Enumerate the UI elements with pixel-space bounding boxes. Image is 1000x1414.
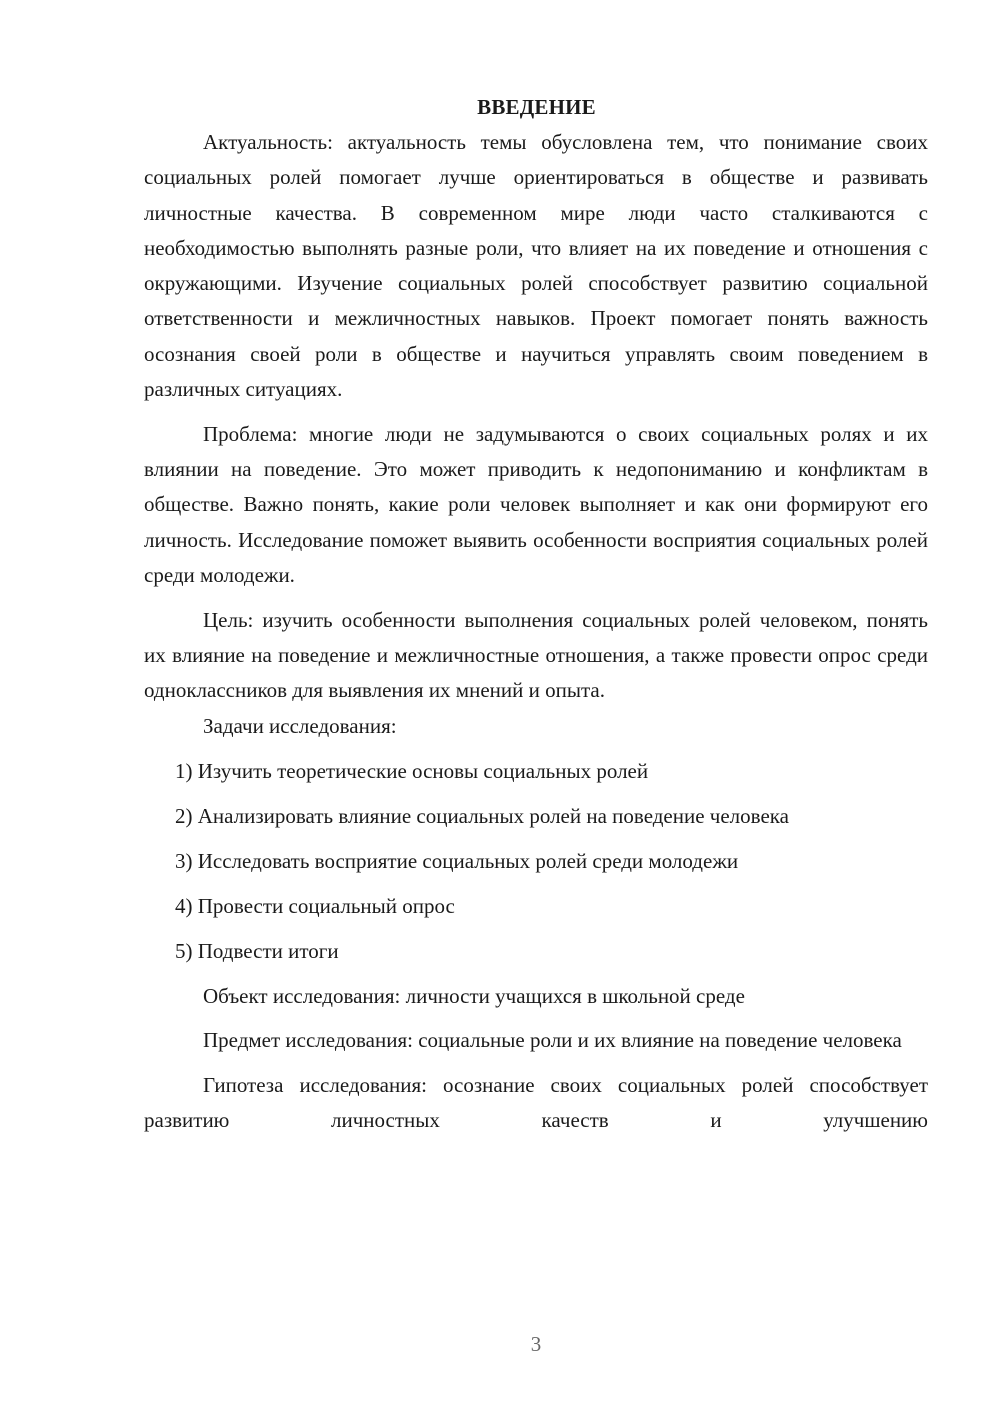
tasks-heading: Задачи исследования: xyxy=(203,713,397,738)
list-item: 3) Исследовать восприятие социальных ролей среди молодежи xyxy=(175,849,739,874)
paragraph-subject: Предмет исследования: социальные роли и их влияние на поведение человека xyxy=(203,1028,902,1053)
list-item: 4) Провести социальный опрос xyxy=(175,894,455,919)
document-page xyxy=(144,90,928,1139)
paragraph-object: Объект исследования: личности учащихся в школьной среде xyxy=(203,983,745,1008)
page-number: 3 xyxy=(530,1332,542,1356)
list-item: 5) Подвести итоги xyxy=(175,939,339,964)
list-item: 1) Изучить теоретические основы социальных ролей xyxy=(175,759,649,784)
list-item: 2) Анализировать влияние социальных ролей на поведение человека xyxy=(175,804,789,829)
paragraph-relevance: Актуальность: актуальность темы обусловлена тем, что понимание своих социальных ролей помогает лучше ориентироваться в обществе и развивать личностные качества. В современном мире люди часто сталкиваются с необходимостью выполнять разные роли, что влияет на их поведение и отношения с окружающими. Изучение социальных ролей способствует развитию социальной ответственности и межличностных навыков. Проект помогает понять важность осознания своей роли в обществе и научиться управлять своим поведением в различных ситуациях. xyxy=(144,130,928,402)
paragraph-goal: Цель: изучить особенности выполнения социальных ролей человеком, понять их влияние на поведение и межличностные отношения, а также провести опрос среди одноклассников для выявления их мнений и опыта. xyxy=(144,607,928,703)
section-title: ВВЕДЕНИЕ xyxy=(477,95,596,119)
paragraph-hypothesis: Гипотеза исследования: осознание своих социальных ролей способствует развитию личностных качеств и улучшению xyxy=(144,1073,928,1133)
tasks-list xyxy=(144,754,928,969)
paragraph-problem: Проблема: многие люди не задумываются о своих социальных ролях и их влиянии на поведение. Это может приводить к недопониманию и конфликтам в обществе. Важно понять, какие роли человек выполняет и как они формируют его личность. Исследование поможет выявить особенности восприятия социальных ролей среди молодежи. xyxy=(144,421,928,588)
